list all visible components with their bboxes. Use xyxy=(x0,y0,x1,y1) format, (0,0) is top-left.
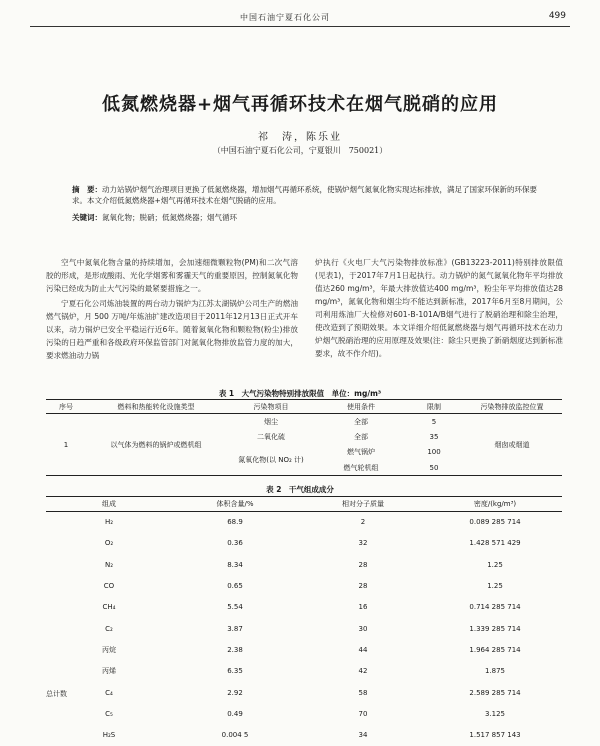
cell-name: 丙烷 xyxy=(102,645,116,654)
cell-vol: 2.92 xyxy=(227,688,243,697)
cell-name: H₂ xyxy=(104,518,114,527)
column-header: 限制 xyxy=(406,400,462,414)
cell-vol: 0.65 xyxy=(227,582,243,591)
cell-density: 1.517 857 143 xyxy=(469,731,521,740)
cell-density: 0.714 285 714 xyxy=(469,603,521,612)
table-row xyxy=(46,703,562,724)
column-header: 污染物项目 xyxy=(226,400,316,414)
cell-mw: 42 xyxy=(358,667,368,676)
emission-limits-table xyxy=(46,399,562,476)
table2-caption: 表 2 干气组成成分 xyxy=(266,485,334,494)
table-footer-label: 总计数 xyxy=(46,690,67,698)
column-header: 污染物排放监控位置 xyxy=(462,400,562,414)
table-header-row xyxy=(46,497,562,512)
cell-mw: 44 xyxy=(358,645,368,654)
table-row xyxy=(46,512,562,533)
limit-cell: 5 xyxy=(431,417,437,426)
cell-vol: 8.34 xyxy=(227,560,243,569)
keywords-label: 关键词： xyxy=(72,213,102,222)
cell-density: 2.589 285 714 xyxy=(469,688,521,697)
cell-mw: 58 xyxy=(358,688,368,697)
cell-vol: 5.54 xyxy=(227,603,243,612)
condition-cell: 全部 xyxy=(354,432,368,441)
keywords-text: 氮氧化物；脱硝；低氮燃烧器；烟气循环 xyxy=(102,213,237,222)
condition-cell: 燃气锅炉 xyxy=(347,448,375,457)
cell-vol: 0.004 5 xyxy=(221,731,249,740)
column-header: 相对分子质量 xyxy=(298,497,428,512)
column-header: 燃料和热能转化设施类型 xyxy=(86,400,226,414)
cell-mw: 28 xyxy=(358,560,368,569)
body-paragraph: 宁夏石化公司炼油装置的两台动力锅炉为江苏太湖锅炉公司生产的燃油燃气锅炉，月 500 万吨/年炼油扩建改造项目于2011年12月13日正式开车以来，动力锅炉已安全平稳运行近6年。随着氮氧化物和颗粒物(粉尘)排放污染的日趋严重和各级政府环保监管部门对氮氧化物排放监管力度的加大，要求燃油动力锅 xyxy=(46,299,298,360)
abstract xyxy=(72,184,542,206)
cell-name: C₂ xyxy=(105,624,113,633)
cell-name: CH₄ xyxy=(102,603,116,612)
cell-vol: 3.87 xyxy=(227,624,243,633)
cell-vol: 2.38 xyxy=(227,645,243,654)
body-column-left xyxy=(46,256,298,364)
cell-mw: 16 xyxy=(358,603,368,612)
column-header: 体积含量/% xyxy=(172,497,298,512)
table-row xyxy=(46,661,562,682)
abstract-text: 动力站锅炉烟气治理项目更换了低氮燃烧器，增加烟气再循环系统，使锅炉烟气氮氧化物实现达标排放，满足了国家环保新的环保要求。本文介绍低氮燃烧器+烟气再循环技术在烟气脱硝的应用。 xyxy=(72,185,537,205)
cell-density: 1.428 571 429 xyxy=(469,539,521,548)
table-header-row xyxy=(46,400,562,414)
condition-cell: 全部 xyxy=(354,417,368,426)
body-column-right xyxy=(315,256,563,362)
page-number: 499 xyxy=(548,11,566,21)
cell-mw: 2 xyxy=(360,518,366,527)
cell-density: 3.125 xyxy=(484,709,506,718)
cell-vol: 0.49 xyxy=(227,709,243,718)
table-row xyxy=(46,414,562,430)
table1-caption: 表 1 大气污染物特别排放限值 单位：mg/m³ xyxy=(218,389,382,398)
cell-mw: 34 xyxy=(358,731,368,740)
cell-density: 1.25 xyxy=(487,560,503,569)
cell-mw: 28 xyxy=(358,582,368,591)
monitor-location: 烟囱或烟道 xyxy=(494,440,530,449)
cell-name: O₂ xyxy=(104,539,114,548)
cell-density: 0.089 285 714 xyxy=(469,518,521,527)
table-row xyxy=(46,575,562,596)
cell-name: C₅ xyxy=(105,709,113,718)
cell-density: 1.875 xyxy=(484,667,506,676)
pollutant-cell: 烟尘 xyxy=(264,417,278,426)
cell-name: C₄ xyxy=(105,688,113,697)
cell-name: CO xyxy=(103,582,115,591)
cell-vol: 0.36 xyxy=(227,539,243,548)
body-paragraph: 空气中氮氧化物含量的持续增加，会加速细微颗粒物(PM)和二次气溶胶的形成，是形成酸雨、光化学烟雾和雾霾天气的重要原因，控制氮氧化物污染已经成为防止大气污染的最紧要措施之一。 xyxy=(46,258,298,293)
cell-vol: 68.9 xyxy=(227,518,243,527)
row-index: 1 xyxy=(63,440,69,449)
journal-name: 中国石油宁夏石化公司 xyxy=(240,13,330,22)
limit-cell: 100 xyxy=(427,448,441,457)
cell-mw: 32 xyxy=(358,539,368,548)
running-header xyxy=(30,8,570,27)
pollutant-cell: 二氧化硫 xyxy=(257,432,285,441)
abstract-label: 摘 要： xyxy=(72,185,102,194)
table-row xyxy=(46,618,562,639)
table-row xyxy=(46,639,562,660)
limit-cell: 35 xyxy=(429,432,439,441)
table-row xyxy=(46,554,562,575)
cell-density: 1.25 xyxy=(487,582,503,591)
article-title: 低氮燃烧器+烟气再循环技术在烟气脱硝的应用 xyxy=(101,94,499,115)
dry-gas-composition-table xyxy=(46,496,562,746)
column-header: 组成 xyxy=(46,497,172,512)
cell-mw: 70 xyxy=(358,709,368,718)
table-row xyxy=(46,533,562,554)
limit-cell: 50 xyxy=(429,463,439,472)
column-header: 使用条件 xyxy=(316,400,406,414)
cell-name: H₂S xyxy=(102,731,116,740)
table-row xyxy=(46,597,562,618)
article-authors: 祁 涛，陈乐业 xyxy=(258,132,342,143)
condition-cell: 燃气轮机组 xyxy=(343,463,379,472)
cell-name: N₂ xyxy=(104,560,114,569)
table-row xyxy=(46,682,562,703)
keywords xyxy=(72,212,542,223)
body-paragraph: 炉执行《火电厂大气污染物排放标准》(GB13223-2011)特别排放限值(见表1)，于2017年7月1日起执行。动力锅炉的氮气氮氧化物年平均排放值达260 mg/m³，年最大排放值达400 mg/m³，粉尘年平均排放值达28 mg/m³，氮氧化物和烟尘均不能达到新标准，2017年6月至8月期间，公司利用炼油厂大检修对601-B-101A/B烟气进行了脱硝治理和除尘治理，使改造到了预期效果。本文详细介绍低氮燃烧器与烟气再循环技术在动力炉烟气脱硝治理的应用原理及效果(注：除尘只更换了新硝烟度达到新标准要求，故不作介绍)。 xyxy=(315,258,563,358)
article-affiliation: （中国石油宁夏石化公司，宁夏银川 750021） xyxy=(212,146,388,155)
cell-vol: 6.35 xyxy=(227,667,243,676)
column-header: 序号 xyxy=(46,400,86,414)
cell-density: 1.339 285 714 xyxy=(469,624,521,633)
column-header: 密度/(kg/m³) xyxy=(428,497,562,512)
cell-name: 丙烯 xyxy=(102,667,116,676)
facility-type: 以气体为燃料的锅炉或燃机组 xyxy=(110,440,202,449)
table-row xyxy=(46,724,562,745)
cell-density: 1.964 285 714 xyxy=(469,645,521,654)
pollutant-cell: 氮氧化物(以 NO₂ 计) xyxy=(238,455,304,464)
cell-mw: 30 xyxy=(358,624,368,633)
